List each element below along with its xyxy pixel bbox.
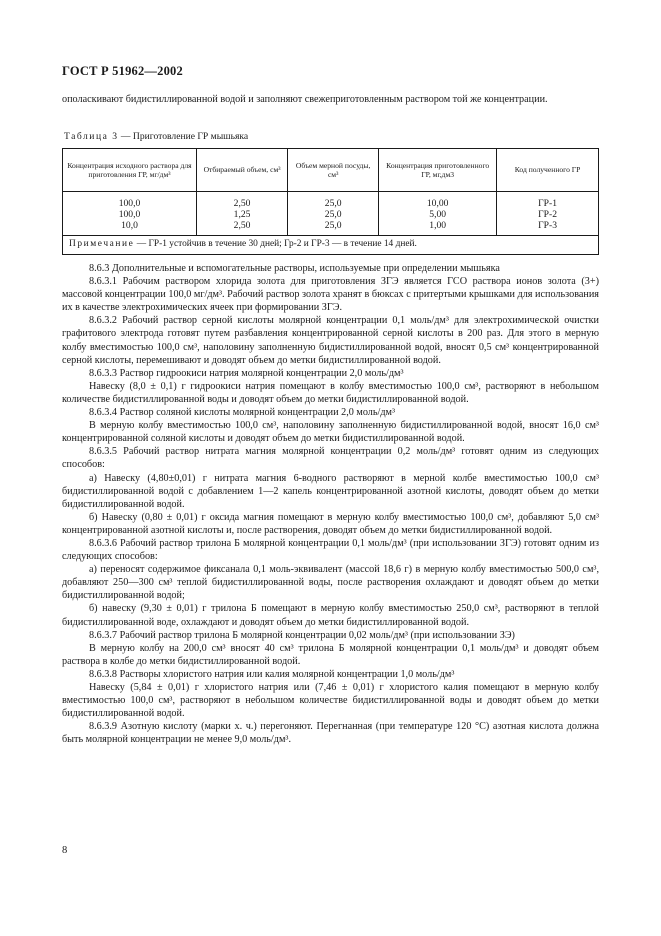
table-cell: 1,00 — [429, 220, 447, 232]
table-cell: ГР-1 — [538, 198, 557, 209]
table-cell: 100,0 — [118, 198, 141, 209]
table-header-row — [63, 149, 599, 192]
preparation-table — [62, 148, 599, 255]
table-cell: 2,50 — [233, 220, 251, 232]
table-body — [63, 192, 599, 236]
page-number: 8 — [62, 845, 68, 856]
table-caption-prefix: Таблица 3 — [64, 131, 119, 142]
table-column-4 — [379, 192, 497, 236]
table-header-cell: Код полученного ГР — [497, 149, 599, 192]
paragraph: 8.6.3.1 Рабочим раствором хлорида золота для приготовления ЗГЭ является ГСО раствора ионов золота (3+) массовой концентрации 100,0 мг/дм³. Рабочий раствор золота хранят в бюксах с притертыми крышками для использования их в качестве электрохимических ячеек при формировании ЗГЭ. — [62, 276, 599, 314]
paragraph: 8.6.3.4 Раствор соляной кислоты молярной концентрации 2,0 моль/дм³ — [89, 407, 396, 419]
table-cell: 2,50 — [233, 198, 251, 209]
table-column-1 — [63, 192, 197, 236]
table-cell: 100,0 — [118, 209, 141, 221]
table-cell: 10,00 — [426, 198, 449, 209]
table-cell: 1,25 — [233, 209, 251, 221]
paragraph: 8.6.3.7 Рабочий раствор трилона Б молярной концентрации 0,02 моль/дм³ (при использовании ЗЭ) — [89, 629, 515, 641]
table-header-cell: Объем мерной посуды, см³ — [288, 149, 379, 192]
table-caption — [64, 131, 248, 142]
intro-paragraph: ополаскивают бидистиллированной водой и заполняют свежеприготовленным раствором той же концентрации. — [62, 94, 548, 105]
paragraph: а) переносят содержимое фиксанала 0,1 моль-эквивалент (массой 18,6 г) в мерную колбу вместимостью 500,0 см³, добавляют 250—300 см³ теплой бидистиллированной воды, после растворения охлаждают и доводят объем до метки бидистиллированной водой; — [62, 564, 599, 602]
paragraph: 8.6.3.3 Раствор гидроокиси натрия молярной концентрации 2,0 моль/дм³ — [89, 367, 404, 379]
paragraph: б) навеску (9,30 ± 0,01) г трилона Б помещают в мерную колбу вместимостью 250,0 см³, растворяют в теплой бидистиллированной воде, охлаждают и доводят объем до метки бидистиллированной водой. — [62, 603, 599, 628]
document-body — [62, 262, 599, 746]
table-cell: 25,0 — [324, 198, 342, 209]
table-header-cell: Отбираемый объем, см³ — [197, 149, 288, 192]
table-cell: ГР-2 — [538, 209, 557, 221]
table-cell: 25,0 — [324, 220, 342, 232]
table-header-cell: Концентрация исходного раствора для приготовления ГР, мг/дм³ — [63, 149, 197, 192]
table-note-row — [63, 235, 599, 254]
table-column-3 — [288, 192, 379, 236]
table-cell: 10,0 — [121, 220, 138, 232]
paragraph: 8.6.3.8 Растворы хлористого натрия или калия молярной концентрации 1,0 моль/дм³ — [89, 668, 455, 680]
table-caption-title: — Приготовление ГР мышьяка — [118, 131, 249, 142]
document-header: ГОСТ Р 51962—2002 — [62, 64, 183, 78]
table-column-5 — [497, 192, 599, 236]
paragraph: В мерную колбу на 200,0 см³ вносят 40 см³ трилона Б молярной концентрации 0,1 моль/дм³ и доводят объем раствора в колбе до метки бидистиллированной водой. — [62, 642, 599, 667]
paragraph: а) Навеску (4,80±0,01) г нитрата магния 6-водного растворяют в мерной колбе вместимостью 100,0 см³ бидистиллированной водой с добавлением 1—2 капель концентрированной азотной кислоты, доводят объем до метки бидистиллированной водой. — [62, 472, 599, 510]
table-note-label: Примечание — [69, 238, 135, 249]
paragraph: 8.6.3.9 Азотную кислоту (марки х. ч.) перегоняют. Перегнанная (при температуре 120 °С) азотная кислота должна быть молярной концентрации не менее 9,0 моль/дм³. — [62, 721, 599, 746]
paragraph: В мерную колбу вместимостью 100,0 см³, наполовину заполненную бидистиллированной водой, вносят 16,0 см³ концентрированной соляной кислоты и доводят объем до метки бидистиллированной водой. — [62, 420, 599, 445]
paragraph: 8.6.3.6 Рабочий раствор трилона Б молярной концентрации 0,1 моль/дм³ (при использовании ЗГЭ) готовят одним из следующих способов: — [62, 537, 599, 563]
paragraph: 8.6.3.5 Рабочий раствор нитрата магния молярной концентрации 0,2 моль/дм³ готовят одним из следующих способов: — [62, 446, 599, 471]
table-cell: 25,0 — [324, 209, 342, 221]
paragraph: Навеску (5,84 ± 0,01) г хлористого натрия или (7,46 ± 0,01) г хлористого калия помещают в мерную колбу вместимостью 100,0 см³, растворяют в небольшом количестве бидистиллированной воды и доводят объем до метки бидистиллированной водой. — [62, 682, 599, 720]
table-note-text: — ГР-1 устойчив в течение 30 дней; Гр-2 и ГР-3 — в течение 14 дней. — [134, 238, 417, 249]
paragraph: 8.6.3.2 Рабочий раствор серной кислоты молярной концентрации 0,1 моль/дм³ для электрохимической очистки графитового электрода готовят путем разбавления концентрированной серной кислоты в 200 раз. Для этого в мерную колбу вместимостью 100,0 см³, наполовину заполненную бидистиллированной водой, вносят 0,5 см³ концентрированной серной кислоты, перемешивают и доводят объем до метки бидистиллированной водой. — [62, 315, 599, 366]
table-note — [63, 235, 599, 254]
paragraph: Навеску (8,0 ± 0,1) г гидроокиси натрия помещают в колбу вместимостью 100,0 см³, растворяют в небольшом количестве бидистиллированной воды и доводят объем до метки бидистиллированной водой. — [62, 380, 599, 405]
table-cell: ГР-3 — [538, 220, 557, 232]
table-header-cell: Концентрация приготовленного ГР, мг,дм3 — [379, 149, 497, 192]
paragraph: б) Навеску (0,80 ± 0,01) г оксида магния помещают в мерную колбу вместимостью 100,0 см³, добавляют 5,0 см³ концентрированной азотной кислоты и, после растворения, доводят объем до метки бидистиллированной водой. — [62, 511, 599, 536]
paragraph: 8.6.3 Дополнительные и вспомогательные растворы, используемые при определении мышьяка — [89, 263, 500, 274]
table-column-2 — [197, 192, 288, 236]
table-cell: 5,00 — [429, 209, 447, 221]
